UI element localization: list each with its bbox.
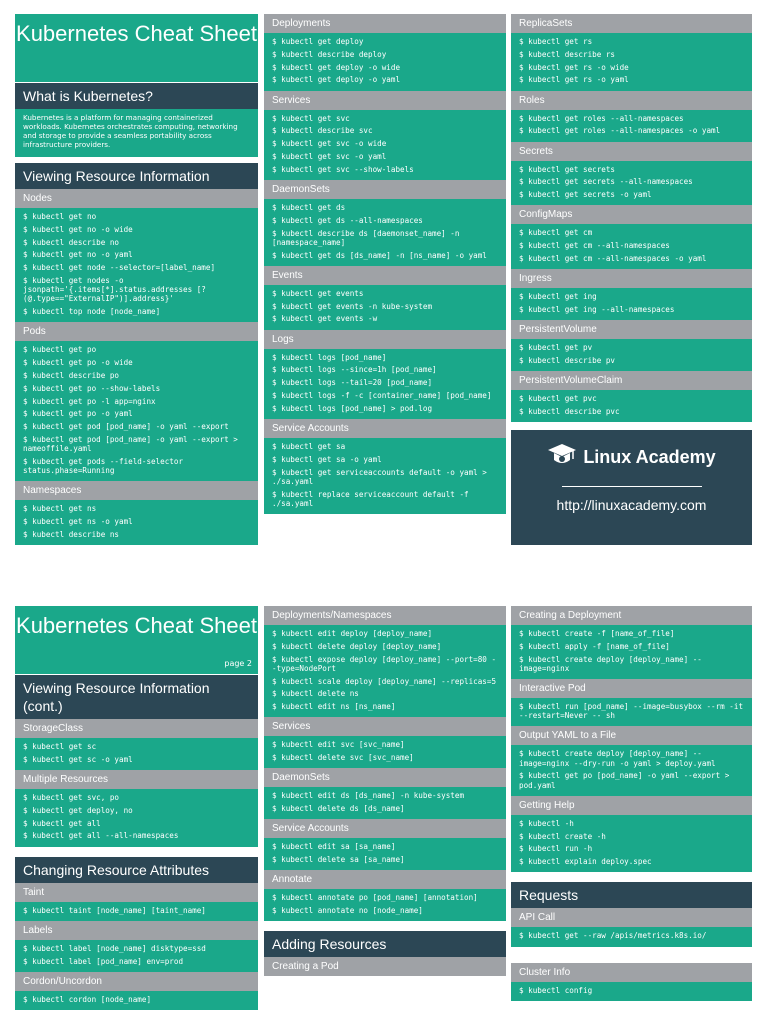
command-line: $ kubectl get svc — [272, 113, 350, 123]
subsection-header-namespaces: Namespaces — [15, 481, 258, 500]
command-line: $ kubectl get po [pod_name] -o yaml --export > pod.yaml — [519, 771, 734, 790]
command-list-roles — [511, 110, 752, 142]
command-line: $ kubectl get secrets --all-namespaces — [519, 177, 693, 187]
logo — [511, 442, 752, 472]
command-line: $ kubectl get ing --all-namespaces — [519, 304, 675, 314]
command-line: $ kubectl edit svc [svc_name] — [272, 740, 405, 750]
command-list-namespaces — [15, 500, 258, 545]
subsection-header-configmaps: ConfigMaps — [511, 205, 752, 224]
command-line: $ kubectl get ds --all-namespaces — [272, 215, 423, 225]
subsection-header-service-accounts: Service Accounts — [264, 419, 506, 438]
command-list-creating-deployment — [511, 625, 752, 679]
command-line: $ kubectl get po — [23, 345, 97, 355]
command-line: $ kubectl get sa -o yaml — [272, 454, 382, 464]
command-line: $ kubectl annotate no [node_name] — [272, 906, 423, 916]
command-list-annotate — [264, 889, 506, 921]
command-list-storageclass — [15, 738, 258, 770]
command-line: $ kubectl logs --since=1h [pod_name] — [272, 365, 437, 375]
subsection-header-cordon: Cordon/Uncordon — [15, 972, 258, 991]
command-line: $ kubectl get ds — [272, 202, 346, 212]
command-line: $ kubectl apply -f [name_of_file] — [519, 641, 670, 651]
command-line: $ kubectl cordon [node_name] — [23, 994, 152, 1004]
command-line: $ kubectl replace serviceaccount default -f ./sa.yaml — [272, 489, 474, 508]
title-block — [15, 14, 258, 83]
command-line: $ kubectl describe po — [23, 370, 120, 380]
command-list-interactive-pod — [511, 698, 752, 726]
command-list-daemonsets — [264, 787, 506, 819]
command-list-persistentvolume — [511, 339, 752, 371]
command-line: $ kubectl logs --tail=20 [pod_name] — [272, 378, 433, 388]
column-3 — [511, 14, 752, 545]
command-line: $ kubectl taint [node_name] [taint_name] — [23, 905, 206, 915]
command-list-multiple — [15, 789, 258, 847]
command-line: $ kubectl edit ds [ds_name] -n kube-system — [272, 791, 465, 801]
cheat-sheet-page-2 — [0, 598, 768, 1024]
command-line: $ kubectl get secrets -o yaml — [519, 190, 652, 200]
command-line: $ kubectl create -h — [519, 831, 606, 841]
command-line: $ kubectl create deploy [deploy_name] --image=nginx — [519, 654, 702, 673]
command-list-events — [264, 285, 506, 330]
subsection-header-getting-help: Getting Help — [511, 796, 752, 815]
command-list-persistentvolumeclaim — [511, 390, 752, 422]
graduation-cap-icon — [547, 442, 577, 472]
command-line: $ kubectl get roles --all-namespaces -o yaml — [519, 126, 721, 136]
command-line: $ kubectl get sc -o yaml — [23, 754, 133, 764]
command-line: $ kubectl get no -o wide — [23, 224, 133, 234]
command-line: $ kubectl explain deploy.spec — [519, 857, 652, 867]
subsection-header-cluster-info: Cluster Info — [511, 963, 752, 982]
command-line: $ kubectl get deploy -o wide — [272, 62, 401, 72]
command-list-secrets — [511, 161, 752, 206]
command-line: $ kubectl delete ds [ds_name] — [272, 804, 405, 814]
command-line: $ kubectl get cm — [519, 228, 593, 238]
subsection-header-roles: Roles — [511, 91, 752, 110]
command-line: $ kubectl get sa — [272, 441, 346, 451]
command-line: $ kubectl delete svc [svc_name] — [272, 753, 414, 763]
command-list-service-accounts — [264, 438, 506, 514]
command-line: $ kubectl get events -w — [272, 314, 378, 324]
column-1 — [15, 14, 258, 545]
section-header-adding: Adding Resources — [264, 931, 506, 957]
command-line: $ kubectl get deploy -o yaml — [272, 75, 401, 85]
command-line: $ kubectl create -f [name_of_file] — [519, 629, 675, 638]
command-line: $ kubectl label [node_name] disktype=ssd — [23, 943, 206, 953]
subsection-header-services: Services — [264, 717, 506, 736]
subsection-header-nodes: Nodes — [15, 189, 258, 208]
command-line: $ kubectl top node [node_name] — [23, 307, 161, 317]
command-line: $ kubectl get no — [23, 212, 97, 221]
command-line: $ kubectl get secrets — [519, 164, 616, 174]
subsection-header-service-accounts: Service Accounts — [264, 819, 506, 838]
command-list-taint — [15, 902, 258, 921]
command-line: $ kubectl describe rs — [519, 49, 616, 59]
command-line: $ kubectl edit ns [ns_name] — [272, 702, 396, 712]
subsection-header-daemonsets: DaemonSets — [264, 180, 506, 199]
command-line: $ kubectl get no -o yaml — [23, 250, 133, 260]
command-line: $ kubectl label [pod_name] env=prod — [23, 956, 184, 966]
logo-divider — [562, 486, 702, 487]
subsection-header-secrets: Secrets — [511, 142, 752, 161]
logo-name: Linux Academy — [583, 446, 716, 467]
command-line: $ kubectl delete sa [sa_name] — [272, 855, 405, 865]
command-line: $ kubectl get roles --all-namespaces — [519, 113, 684, 123]
command-list-services — [264, 110, 506, 180]
command-line: $ kubectl logs -f -c [container_name] [pod_name] — [272, 390, 492, 400]
command-line: $ kubectl expose deploy [deploy_name] --port=80 --type=NodePort — [272, 654, 497, 673]
command-line: $ kubectl edit deploy [deploy_name] — [272, 629, 433, 638]
subsection-header-storageclass: StorageClass — [15, 719, 258, 738]
command-line: $ kubectl get ing — [519, 292, 597, 302]
command-line: $ kubectl get all --all-namespaces — [23, 831, 179, 841]
command-line: $ kubectl edit sa [sa_name] — [272, 842, 396, 852]
subsection-header-deployments: Deployments — [264, 14, 506, 33]
subsection-header-labels: Labels — [15, 921, 258, 940]
page-title: Kubernetes Cheat Sheet — [16, 613, 257, 638]
command-line: $ kubectl get pv — [519, 343, 593, 353]
column-2 — [264, 14, 506, 514]
command-line: $ kubectl get svc -o yaml — [272, 151, 387, 161]
command-list-replicasets — [511, 33, 752, 91]
command-line: $ kubectl get ns — [23, 504, 97, 514]
command-line: $ kubectl describe pv — [519, 355, 616, 365]
subsection-header-replicasets: ReplicaSets — [511, 14, 752, 33]
command-list-output-yaml — [511, 745, 752, 795]
command-list-cluster-info — [511, 982, 752, 1001]
page-number: page 2 — [224, 659, 252, 668]
command-line: $ kubectl run -h — [519, 844, 593, 854]
command-line: $ kubectl annotate po [pod_name] [annotation] — [272, 893, 478, 903]
command-line: $ kubectl get svc, po — [23, 793, 120, 802]
subsection-header-creating-pod: Creating a Pod — [264, 957, 506, 976]
command-line: $ kubectl get po -l app=nginx — [23, 396, 156, 406]
command-line: $ kubectl describe svc — [272, 126, 373, 136]
command-line: $ kubectl get ns -o yaml — [23, 517, 133, 527]
command-line: $ kubectl get cm --all-namespaces -o yaml — [519, 253, 707, 263]
command-list-getting-help — [511, 815, 752, 873]
command-list-logs — [264, 349, 506, 419]
subsection-header-daemonsets: DaemonSets — [264, 768, 506, 787]
command-line: $ kubectl config — [519, 985, 593, 995]
command-list-daemonsets — [264, 199, 506, 266]
command-line: $ kubectl get events — [272, 288, 364, 298]
command-line: $ kubectl describe ns — [23, 529, 120, 539]
column-3 — [511, 606, 752, 1001]
command-line: $ kubectl get cm --all-namespaces — [519, 241, 670, 251]
subsection-header-output-yaml: Output YAML to a File — [511, 726, 752, 745]
subsection-header-logs: Logs — [264, 330, 506, 349]
command-line: $ kubectl run [pod_name] --image=busybox --rm -it --restart=Never -- sh — [519, 702, 748, 721]
subsection-header-multiple: Multiple Resources — [15, 770, 258, 789]
command-line: $ kubectl get node --selector=[label_name] — [23, 263, 216, 273]
command-line: $ kubectl get rs -o yaml — [519, 75, 629, 85]
column-2 — [264, 606, 506, 976]
command-line: $ kubectl get po -o wide — [23, 358, 133, 368]
command-line: $ kubectl get svc --show-labels — [272, 164, 414, 174]
command-list-cordon — [15, 991, 258, 1010]
command-line: $ kubectl create deploy [deploy_name] --image=nginx --dry-run -o yaml > deploy.yaml — [519, 749, 716, 768]
command-list-services — [264, 736, 506, 768]
about-text: Kubernetes is a platform for managing containerized workloads. Kubernetes orchestrates computing, networking and storage to provide a seamless portability across infrastructure providers. — [15, 109, 258, 157]
subsection-header-persistentvolumeclaim: PersistentVolumeClaim — [511, 371, 752, 390]
command-line: $ kubectl get pod [pod_name] -o yaml --export > nameoffile.yaml — [23, 434, 243, 454]
command-list-deployments — [264, 33, 506, 91]
title-block — [15, 606, 258, 675]
command-line: $ kubectl get pods --field-selector status.phase=Running — [23, 456, 188, 476]
command-line: $ kubectl describe ds [daemonset_name] -n [namespace_name] — [272, 228, 465, 247]
command-line: $ kubectl delete ns — [272, 689, 359, 699]
command-list-pods — [15, 341, 258, 481]
command-line: $ kubectl get pvc — [519, 394, 597, 404]
subsection-header-events: Events — [264, 266, 506, 285]
subsection-header-pods: Pods — [15, 322, 258, 341]
command-line: $ kubectl describe pvc — [519, 406, 620, 416]
command-list-labels — [15, 940, 258, 972]
command-line: $ kubectl logs [pod_name] — [272, 352, 387, 362]
command-line: $ kubectl scale deploy [deploy_name] --replicas=5 — [272, 676, 497, 686]
command-line: $ kubectl describe deploy — [272, 49, 387, 59]
command-line: $ kubectl get po --show-labels — [23, 383, 161, 393]
website-url[interactable]: http://linuxacademy.com — [556, 497, 707, 514]
subsection-header-taint: Taint — [15, 883, 258, 902]
command-list-service-accounts — [264, 838, 506, 870]
command-line: $ kubectl get po -o yaml — [23, 409, 133, 419]
command-line: $ kubectl describe no — [23, 237, 120, 247]
subsection-header-ingress: Ingress — [511, 269, 752, 288]
command-line: $ kubectl get ds [ds_name] -n [ns_name] -o yaml — [272, 250, 487, 260]
command-line: $ kubectl get deploy, no — [23, 805, 133, 815]
column-1 — [15, 606, 258, 1010]
command-line: $ kubectl -h — [519, 818, 574, 828]
command-line: $ kubectl get --raw /apis/metrics.k8s.io/ — [519, 931, 707, 941]
linux-academy-logo-box — [511, 430, 752, 545]
section-header-viewing-cont: Viewing Resource Information (cont.) — [15, 675, 258, 719]
command-line: $ kubectl logs [pod_name] > pod.log — [272, 403, 433, 413]
command-line: $ kubectl delete deploy [deploy_name] — [272, 641, 442, 651]
subsection-header-annotate: Annotate — [264, 870, 506, 889]
subsection-header-api-call: API Call — [511, 908, 752, 927]
section-header-what-is: What is Kubernetes? — [15, 83, 258, 109]
command-list-ingress — [511, 288, 752, 320]
command-list-configmaps — [511, 224, 752, 269]
section-header-viewing: Viewing Resource Information — [15, 163, 258, 189]
command-line: $ kubectl get rs — [519, 37, 593, 46]
command-line: $ kubectl get all — [23, 818, 101, 828]
command-line: $ kubectl get sc — [23, 742, 97, 751]
subsection-header-services: Services — [264, 91, 506, 110]
command-line: $ kubectl get nodes -o jsonpath='{.items[*].status.addresses [?(@.type=="ExternalIP")].address}' — [23, 275, 206, 304]
command-list-nodes — [15, 208, 258, 322]
subsection-header-deployments-namespaces: Deployments/Namespaces — [264, 606, 506, 625]
command-line: $ kubectl get events -n kube-system — [272, 301, 433, 311]
command-list-deployments-namespaces — [264, 625, 506, 717]
subsection-header-persistentvolume: PersistentVolume — [511, 320, 752, 339]
command-line: $ kubectl get deploy — [272, 37, 364, 46]
page-title: Kubernetes Cheat Sheet — [16, 21, 257, 46]
command-line: $ kubectl get serviceaccounts default -o yaml > ./sa.yaml — [272, 467, 492, 486]
subsection-header-creating-deployment: Creating a Deployment — [511, 606, 752, 625]
command-line: $ kubectl get pod [pod_name] -o yaml --export — [23, 422, 229, 432]
subsection-header-interactive-pod: Interactive Pod — [511, 679, 752, 698]
section-header-changing: Changing Resource Attributes — [15, 857, 258, 883]
command-line: $ kubectl get rs -o wide — [519, 62, 629, 72]
command-list-api-call — [511, 927, 752, 946]
section-header-requests: Requests — [511, 882, 752, 908]
command-line: $ kubectl get svc -o wide — [272, 139, 387, 149]
